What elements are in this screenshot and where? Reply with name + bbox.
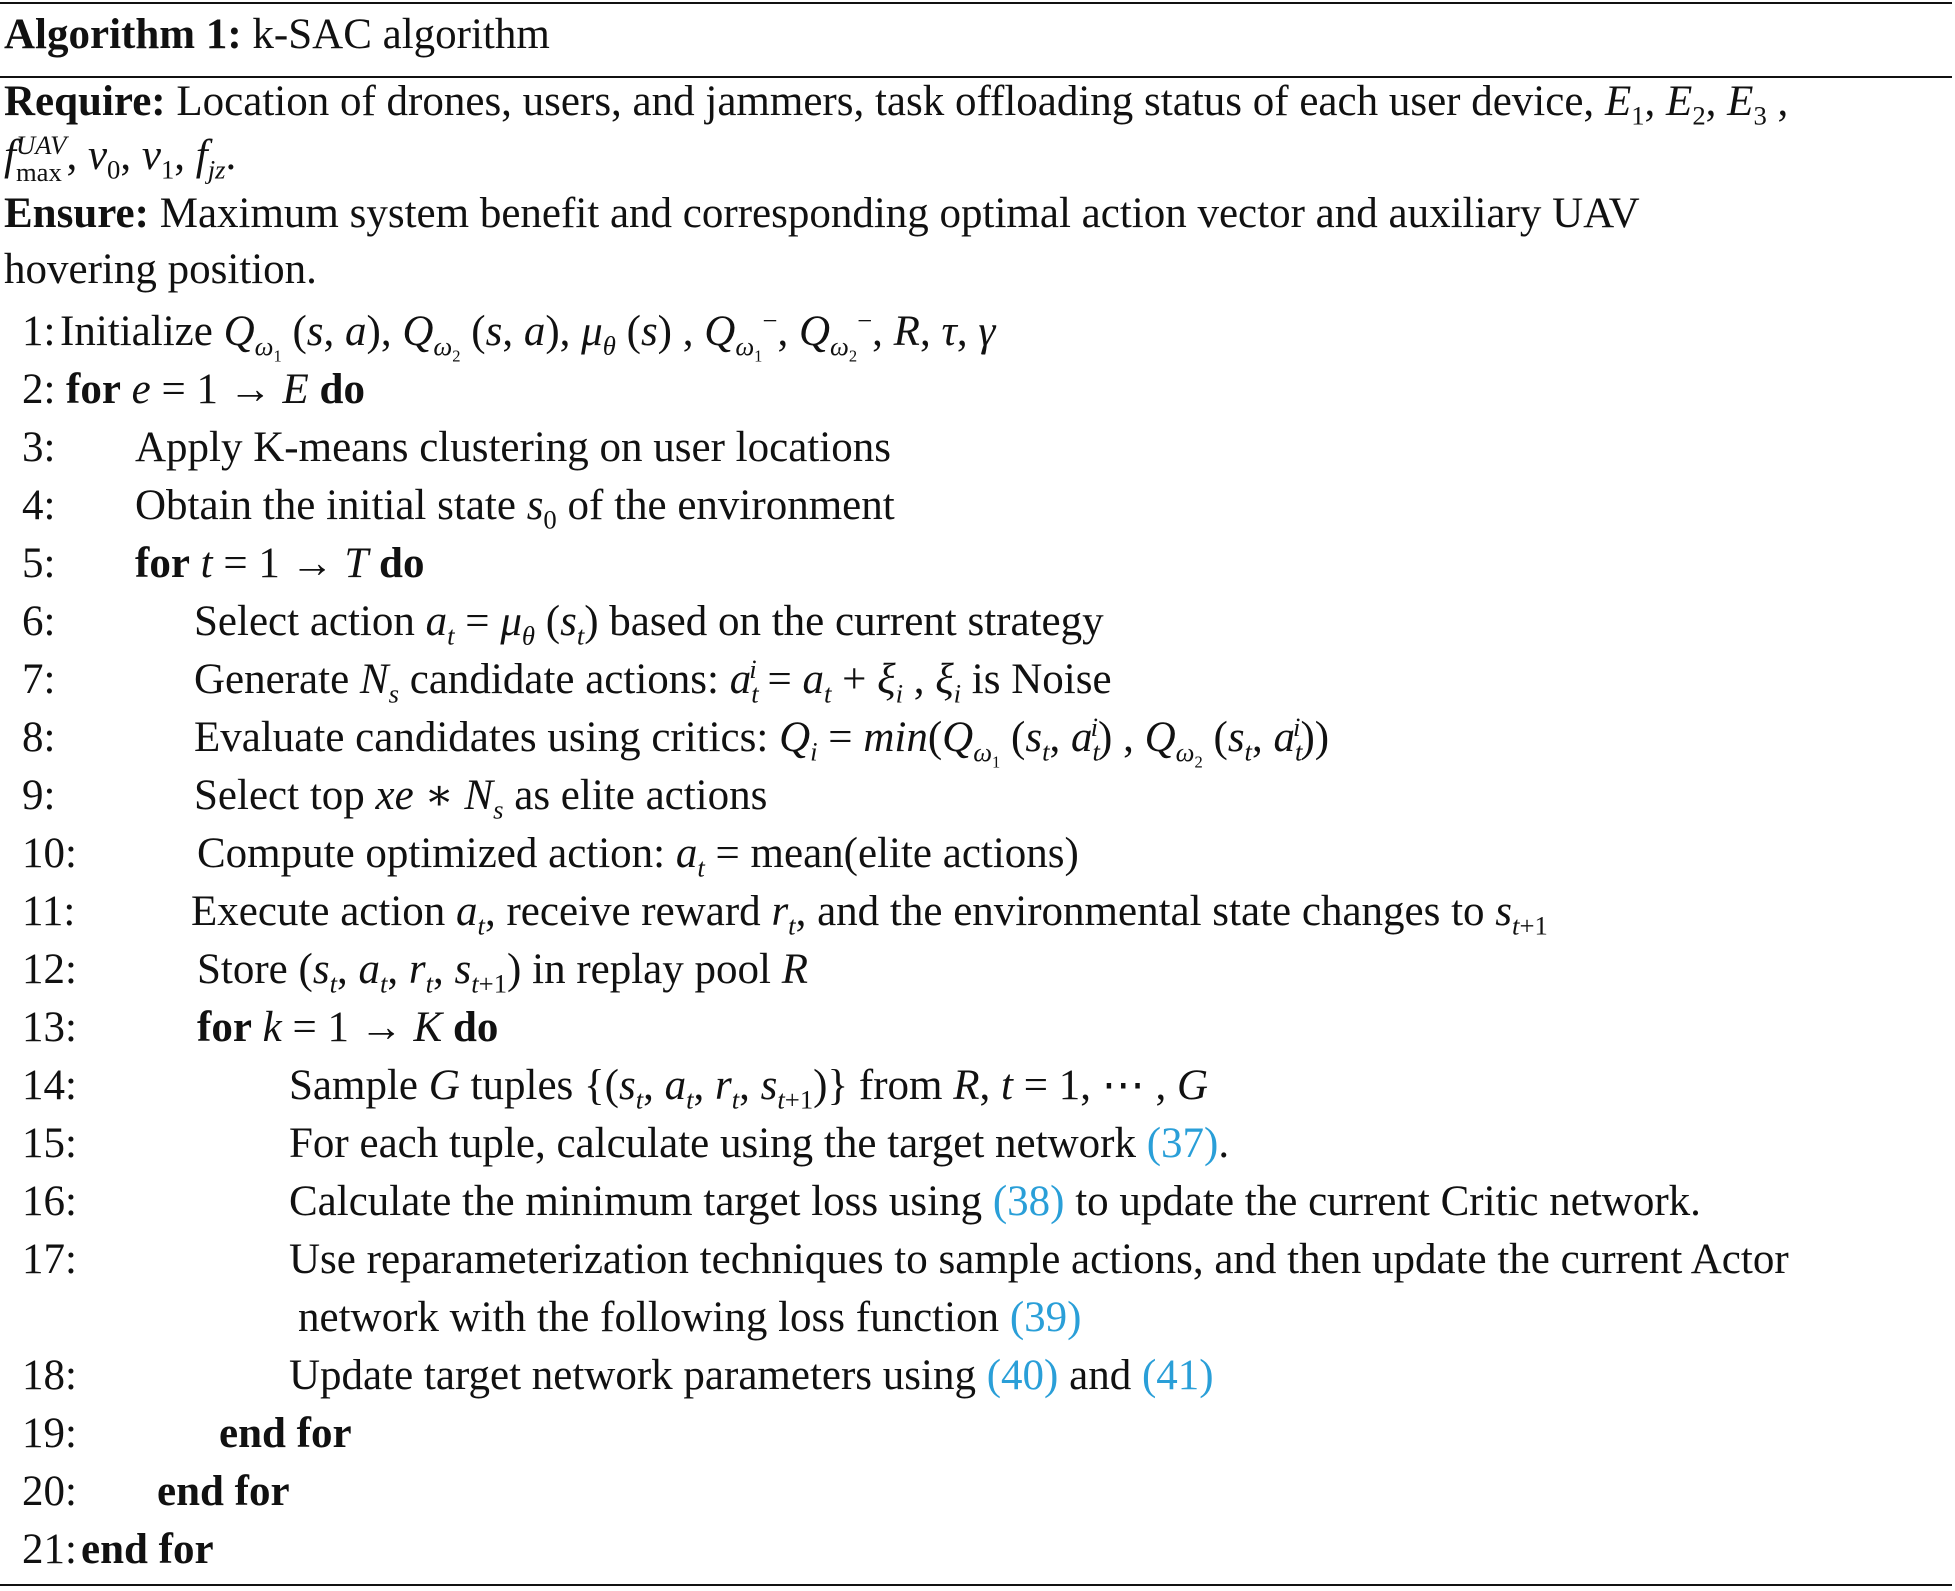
ref-39[interactable]: (39)	[1009, 1294, 1082, 1341]
step-number: 19:	[22, 1410, 77, 1457]
step-6: Select action $a_t = \mu_\theta$ $(s_t)$ based on the current strategy	[194, 598, 1104, 651]
bottom-rule	[0, 1584, 1952, 1586]
ref-37[interactable]: (37)	[1146, 1120, 1219, 1167]
step-number: 14:	[22, 1062, 77, 1109]
step-number: 9:	[22, 772, 56, 819]
require-line-1: Require: Location of drones, users, and jammers, task offloading status of each user device, $E_1$, $E_2$, $E_3$ ,	[4, 78, 1789, 131]
step-number: 11:	[22, 888, 76, 935]
algorithm-name: k-SAC algorithm	[252, 11, 550, 58]
step-number: 3:	[22, 424, 56, 471]
ensure-label: Ensure:	[4, 190, 149, 237]
step-17: Use reparameterization techniques to sample actions, and then update the current Actor	[289, 1236, 1789, 1283]
step-13: for k = 1 → K do	[197, 1004, 499, 1051]
step-10: Compute optimized action: $a_t$ = mean(elite actions)	[197, 830, 1079, 883]
ref-38[interactable]: (38)	[992, 1178, 1065, 1225]
step-number: 1:	[22, 308, 56, 355]
algorithm-title	[4, 6, 550, 64]
top-rule	[0, 2, 1952, 4]
step-2: for e = 1 → E do	[66, 366, 365, 413]
step-16: Calculate the minimum target loss using (38) to update the current Critic network.	[289, 1178, 1701, 1225]
step-number: 5:	[22, 540, 56, 587]
step-17-continued: network with the following loss function (39)	[298, 1294, 1082, 1341]
ref-41[interactable]: (41)	[1141, 1352, 1214, 1399]
step-number: 7:	[22, 656, 56, 703]
step-number: 8:	[22, 714, 56, 761]
algorithm-label: Algorithm 1:	[4, 11, 242, 58]
step-5: for t = 1 → T do	[135, 540, 425, 587]
require-label: Require:	[4, 78, 166, 125]
require-line-2: f UAV max , $v_0$, $v_1$, $f_{jz}$.	[4, 130, 237, 188]
step-9: Select top xe ∗ $N_s$ as elite actions	[194, 772, 768, 825]
ref-40[interactable]: (40)	[986, 1352, 1059, 1399]
step-14: Sample G tuples {($s_t$, $a_t$, $r_t$, $s_{t+1}$)} from R, t = 1, ⋯ , G	[289, 1062, 1209, 1115]
step-20: end for	[157, 1468, 290, 1515]
step-number: 15:	[22, 1120, 77, 1167]
step-number: 17:	[22, 1236, 77, 1283]
ensure-line-1	[4, 186, 1640, 242]
step-12: Store ($s_t$, $a_t$, $r_t$, $s_{t+1}$) in replay pool R	[197, 946, 808, 999]
step-number: 4:	[22, 482, 56, 529]
step-15: For each tuple, calculate using the target network (37).	[289, 1120, 1230, 1167]
step-8: Evaluate candidates using critics: $Q_i = \min(Q_{\omega_1}$ ($s_t$, $a_t^i$) , $Q_{\omega_2}$ ($s_t$, $a_t^i$))	[194, 711, 1330, 771]
step-number: 10:	[22, 830, 77, 877]
step-19: end for	[219, 1410, 352, 1457]
step-4: Obtain the initial state $s_0$ of the environment	[135, 482, 895, 535]
step-21: end for	[81, 1526, 214, 1573]
step-number: 2:	[22, 366, 56, 413]
step-1: Initialize $Q_{\omega_1}$ (s, a), $Q_{\omega_2}$ (s, a), $\mu_\theta$ (s) , $Q_{\omega_1}^-$, $Q_{\omega_2}^-$, R, τ, γ	[60, 305, 996, 365]
step-3: Apply K-means clustering on user locations	[135, 424, 891, 471]
step-11: Execute action $a_t$, receive reward $r_t$, and the environmental state changes to $s_{t+1}$	[191, 888, 1548, 941]
step-number: 13:	[22, 1004, 77, 1051]
step-7: Generate $N_s$ candidate actions: $a_t^i = a_t + \xi_i$ , $\xi_i$ is Noise	[194, 653, 1112, 709]
step-18: Update target network parameters using (40) and (41)	[289, 1352, 1214, 1399]
step-number: 6:	[22, 598, 56, 645]
ensure-text-1: Maximum system benefit and corresponding optimal action vector and auxiliary UAV	[159, 190, 1640, 237]
step-number: 20:	[22, 1468, 77, 1515]
step-number: 12:	[22, 946, 77, 993]
step-number: 18:	[22, 1352, 77, 1399]
ensure-line-2: hovering position.	[4, 246, 317, 293]
step-number: 16:	[22, 1178, 77, 1225]
step-number: 21:	[22, 1526, 77, 1573]
